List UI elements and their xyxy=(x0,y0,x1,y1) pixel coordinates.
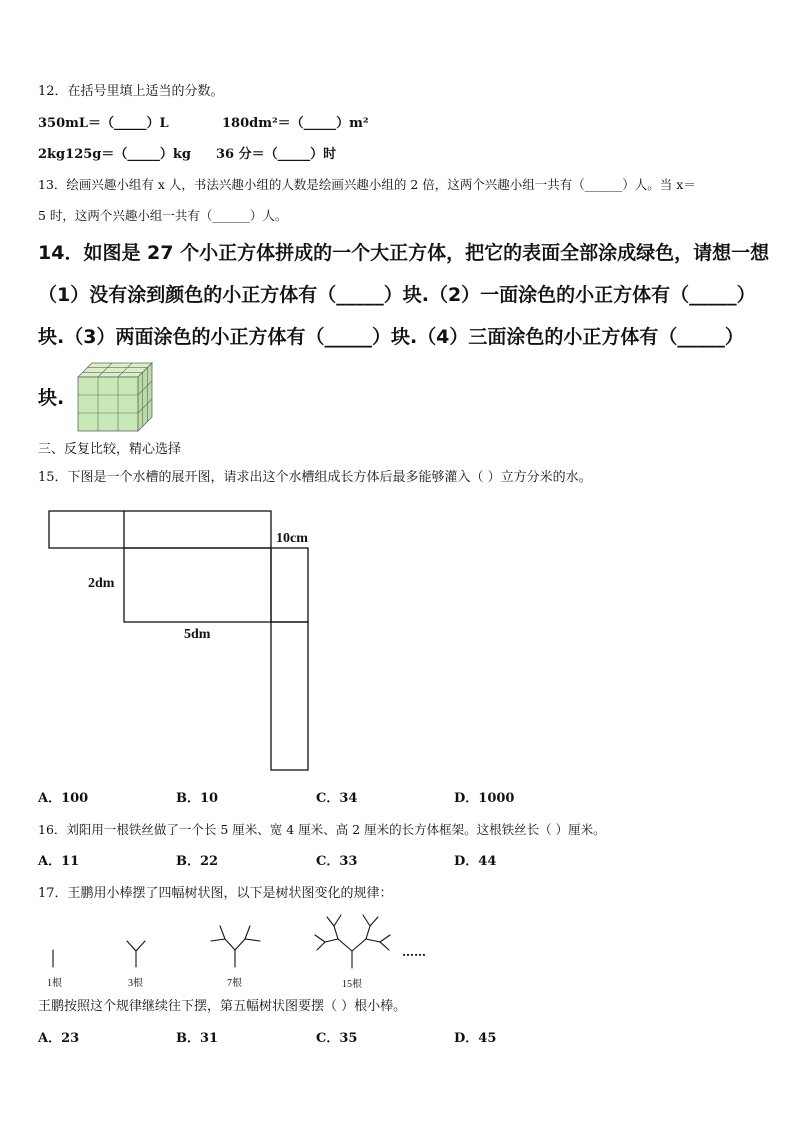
q17-option-a[interactable]: A．23 xyxy=(38,1031,80,1046)
label-2dm: 2dm xyxy=(88,576,115,591)
q12-item-a: 350mL＝（_____）L xyxy=(38,116,169,131)
q15-option-b[interactable]: B．10 xyxy=(176,791,219,806)
q12-item-b: 180dm²＝（_____）m² xyxy=(222,116,369,131)
q16-option-c[interactable]: C．33 xyxy=(316,854,358,869)
q17-option-c[interactable]: C．35 xyxy=(316,1031,358,1046)
q16-option-a[interactable]: A．11 xyxy=(38,854,80,869)
q12-item-d: 36 分＝（_____）时 xyxy=(216,147,337,162)
label-10cm: 10cm xyxy=(276,531,308,546)
q17-option-b[interactable]: B．31 xyxy=(176,1031,219,1046)
tree-label-1: 1根 xyxy=(47,978,62,989)
q14-line2: （1）没有涂到颜色的小正方体有（_____）块.（2）一面涂色的小正方体有（_____） xyxy=(38,284,756,306)
q13-line1: 13．绘画兴趣小组有 x 人，书法兴趣小组的人数是绘画兴趣小组的 2 倍，这两个兴趣小组一共有（______）人。当 x＝ xyxy=(38,177,696,192)
q15-option-a[interactable]: A．100 xyxy=(38,791,89,806)
q17-question: 王鹏按照这个规律继续往下摆，第五幅树状图要摆（ ）根小棒。 xyxy=(38,999,407,1014)
q15-option-c[interactable]: C．34 xyxy=(316,791,358,806)
q17-option-d[interactable]: D．45 xyxy=(454,1031,497,1046)
q12-item-c: 2kg125g＝（_____）kg xyxy=(38,147,191,162)
q12-title: 12．在括号里填上适当的分数。 xyxy=(38,84,224,99)
tree-label-3: 7根 xyxy=(227,978,242,989)
q14-line3: 块.（3）两面涂色的小正方体有（_____）块.（4）三面涂色的小正方体有（_____） xyxy=(38,326,744,348)
q16-option-d[interactable]: D．44 xyxy=(454,854,497,869)
tree-label-2: 3根 xyxy=(128,978,143,989)
q15-text: 15．下图是一个水槽的展开图，请求出这个水槽组成长方体后最多能够灌入（ ）立方分米的水。 xyxy=(38,470,592,485)
tree-label-4: 15根 xyxy=(342,979,362,990)
q16-text: 16．刘阳用一根铁丝做了一个长 5 厘米、宽 4 厘米、高 2 厘米的长方体框架。这根铁丝长（ ）厘米。 xyxy=(38,822,606,837)
q14-line4: 块. xyxy=(38,387,65,409)
q13-line2: 5 时，这两个兴趣小组一共有（______）人。 xyxy=(38,208,288,223)
q15-option-d[interactable]: D．1000 xyxy=(454,791,515,806)
section3-title: 三、反复比较，精心选择 xyxy=(38,442,182,457)
q14-line1: 14．如图是 27 个小正方体拼成的一个大正方体，把它的表面全部涂成绿色，请想一想 xyxy=(38,242,770,264)
tree-ellipsis: …… xyxy=(402,945,426,959)
q17-text: 17．王鹏用小棒摆了四幅树状图，以下是树状图变化的规律： xyxy=(38,886,393,901)
q16-option-b[interactable]: B．22 xyxy=(176,854,219,869)
label-5dm: 5dm xyxy=(184,627,211,642)
